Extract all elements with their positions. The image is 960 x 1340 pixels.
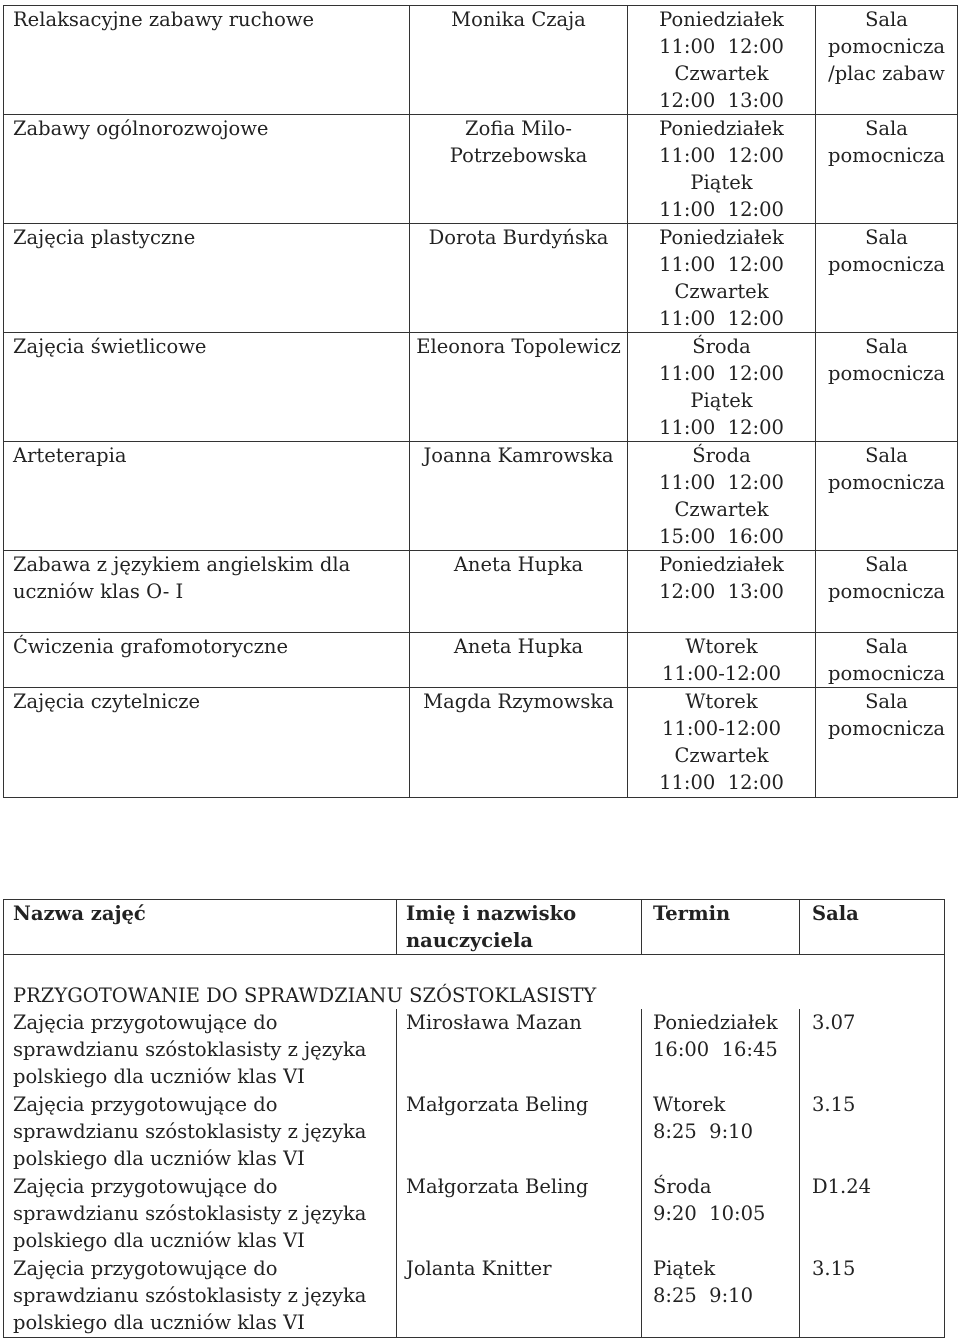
activity-name: Ćwiczenia grafomotoryczne — [13, 635, 289, 658]
activity-name-cell: Zajęcia przygotowujące do sprawdzianu szóstoklasisty z języka polskiego dla uczniów klas VI — [4, 1255, 397, 1337]
activity-name-cell: Zajęcia przygotowujące do sprawdzianu szóstoklasisty z języka polskiego dla uczniów klas VI — [4, 1009, 397, 1091]
teacher-name: Aneta Hupka — [453, 553, 584, 576]
room-text: pomocnicza — [828, 580, 945, 603]
room-cell: D1.24 — [800, 1173, 945, 1255]
section-title-cell — [4, 955, 945, 1010]
activity-name-cell — [4, 6, 410, 115]
teacher-name: Joanna Kamrowska — [423, 444, 614, 467]
room-cell — [816, 224, 958, 333]
room-text: /plac zabaw — [828, 62, 945, 85]
term-day: Wtorek — [685, 635, 758, 658]
teacher-name: Magda Rzymowska — [423, 690, 614, 713]
header-room: Sala — [800, 900, 945, 955]
term-cell: Piątek 8:25 9:10 — [642, 1255, 800, 1337]
room-text: pomocnicza — [828, 253, 945, 276]
term-cell — [628, 551, 816, 633]
room-text: pomocnicza — [828, 362, 945, 385]
room-text: Sala — [865, 444, 908, 467]
activity-name: uczniów klas O- I — [13, 580, 184, 603]
teacher-name: Aneta Hupka — [453, 635, 584, 658]
room-cell — [816, 688, 958, 798]
teacher-name: Eleonora Topolewicz — [416, 335, 621, 358]
activity-name: Zajęcia świetlicowe — [13, 335, 207, 358]
activities-table — [3, 5, 958, 798]
room-text: pomocnicza — [828, 144, 945, 167]
term-time: 11:00 12:00 — [659, 35, 784, 58]
room-cell: 3.15 — [800, 1091, 945, 1173]
activity-name-cell — [4, 224, 410, 333]
teacher-cell: Małgorzata Beling — [397, 1091, 642, 1173]
teacher-cell — [410, 6, 628, 115]
room-cell — [816, 115, 958, 224]
term-cell — [628, 442, 816, 551]
room-cell: 3.15 — [800, 1255, 945, 1337]
term-time: 11:00 12:00 — [659, 144, 784, 167]
table-row — [4, 1091, 945, 1173]
room-text: pomocnicza — [828, 717, 945, 740]
room-text: Sala — [865, 690, 908, 713]
room-cell: 3.07 — [800, 1009, 945, 1091]
room-cell — [816, 633, 958, 688]
teacher-cell: Mirosława Mazan — [397, 1009, 642, 1091]
room-cell — [816, 333, 958, 442]
term-day: Poniedziałek — [659, 553, 784, 576]
exam-prep-table — [3, 899, 945, 1338]
activity-name-cell — [4, 115, 410, 224]
header-term: Termin — [642, 900, 800, 955]
room-text: Sala — [865, 635, 908, 658]
teacher-name: Zofia Milo- — [465, 117, 572, 140]
table-row — [4, 224, 958, 333]
term-day: Poniedziałek — [659, 117, 784, 140]
teacher-name: Dorota Burdyńska — [428, 226, 609, 249]
table-row — [4, 551, 958, 633]
room-text: Sala — [865, 117, 908, 140]
term-time: 11:00 12:00 — [659, 307, 784, 330]
header-row — [4, 900, 945, 955]
term-day: Czwartek — [674, 280, 769, 303]
term-day: Środa — [692, 335, 751, 358]
room-text: Sala — [865, 553, 908, 576]
room-text: Sala — [865, 8, 908, 31]
term-cell: Poniedziałek 16:00 16:45 — [642, 1009, 800, 1091]
activity-name-cell — [4, 442, 410, 551]
table-row — [4, 1255, 945, 1337]
activity-name: Zabawy ogólnorozwojowe — [13, 117, 269, 140]
room-text: pomocnicza — [828, 35, 945, 58]
teacher-cell — [410, 551, 628, 633]
teacher-cell — [410, 442, 628, 551]
header-name: Nazwa zajęć — [4, 900, 397, 955]
term-cell — [628, 633, 816, 688]
room-text: pomocnicza — [828, 662, 945, 685]
term-time: 11:00-12:00 — [662, 662, 781, 685]
term-day: Piątek — [690, 389, 753, 412]
term-time: 11:00 12:00 — [659, 198, 784, 221]
section-row — [4, 955, 945, 1010]
table-row — [4, 688, 958, 798]
room-cell — [816, 551, 958, 633]
term-day: Czwartek — [674, 744, 769, 767]
room-cell — [816, 6, 958, 115]
term-day: Wtorek — [685, 690, 758, 713]
teacher-cell — [410, 115, 628, 224]
term-day: Czwartek — [674, 62, 769, 85]
term-time: 12:00 13:00 — [659, 89, 784, 112]
term-day: Czwartek — [674, 498, 769, 521]
activity-name-cell: Zajęcia przygotowujące do sprawdzianu szóstoklasisty z języka polskiego dla uczniów klas VI — [4, 1173, 397, 1255]
teacher-cell — [410, 688, 628, 798]
term-time: 11:00 12:00 — [659, 362, 784, 385]
term-time: 11:00 12:00 — [659, 471, 784, 494]
term-time: 11:00-12:00 — [662, 717, 781, 740]
teacher-cell — [410, 224, 628, 333]
activity-name-cell — [4, 333, 410, 442]
table-row — [4, 633, 958, 688]
table-row — [4, 333, 958, 442]
table-row — [4, 115, 958, 224]
term-cell — [628, 688, 816, 798]
room-text: Sala — [865, 226, 908, 249]
activity-name-cell: Zajęcia przygotowujące do sprawdzianu szóstoklasisty z języka polskiego dla uczniów klas VI — [4, 1091, 397, 1173]
activity-name: Arteterapia — [13, 444, 127, 467]
table-row — [4, 442, 958, 551]
room-text: pomocnicza — [828, 471, 945, 494]
term-cell — [628, 115, 816, 224]
term-time: 11:00 12:00 — [659, 771, 784, 794]
activity-name: Zabawa z językiem angielskim dla — [13, 553, 351, 576]
activity-name: Relaksacyjne zabawy ruchowe — [13, 8, 315, 31]
header-teacher: Imię i nazwisko nauczyciela — [397, 900, 642, 955]
activity-name: Zajęcia czytelnicze — [13, 690, 201, 713]
teacher-cell — [410, 333, 628, 442]
term-day: Poniedziałek — [659, 226, 784, 249]
term-cell — [628, 333, 816, 442]
term-day: Środa — [692, 444, 751, 467]
term-cell: Wtorek 8:25 9:10 — [642, 1091, 800, 1173]
term-day: Poniedziałek — [659, 8, 784, 31]
term-time: 11:00 12:00 — [659, 253, 784, 276]
term-cell — [628, 224, 816, 333]
activity-name-cell — [4, 633, 410, 688]
term-time: 11:00 12:00 — [659, 416, 784, 439]
term-day: Piątek — [690, 171, 753, 194]
table-row — [4, 1173, 945, 1255]
term-time: 12:00 13:00 — [659, 580, 784, 603]
teacher-cell: Małgorzata Beling — [397, 1173, 642, 1255]
activity-name-cell — [4, 688, 410, 798]
section-title: PRZYGOTOWANIE DO SPRAWDZIANU SZÓSTOKLASISTY — [13, 984, 597, 1007]
term-time: 15:00 16:00 — [659, 525, 784, 548]
teacher-cell: Jolanta Knitter — [397, 1255, 642, 1337]
table-row — [4, 1009, 945, 1091]
teacher-name: Potrzebowska — [449, 144, 588, 167]
teacher-cell — [410, 633, 628, 688]
term-cell — [628, 6, 816, 115]
room-text: Sala — [865, 335, 908, 358]
activity-name: Zajęcia plastyczne — [13, 226, 196, 249]
teacher-name: Monika Czaja — [451, 8, 586, 31]
term-cell: Środa 9:20 10:05 — [642, 1173, 800, 1255]
room-cell — [816, 442, 958, 551]
table-row — [4, 6, 958, 115]
activity-name-cell — [4, 551, 410, 633]
